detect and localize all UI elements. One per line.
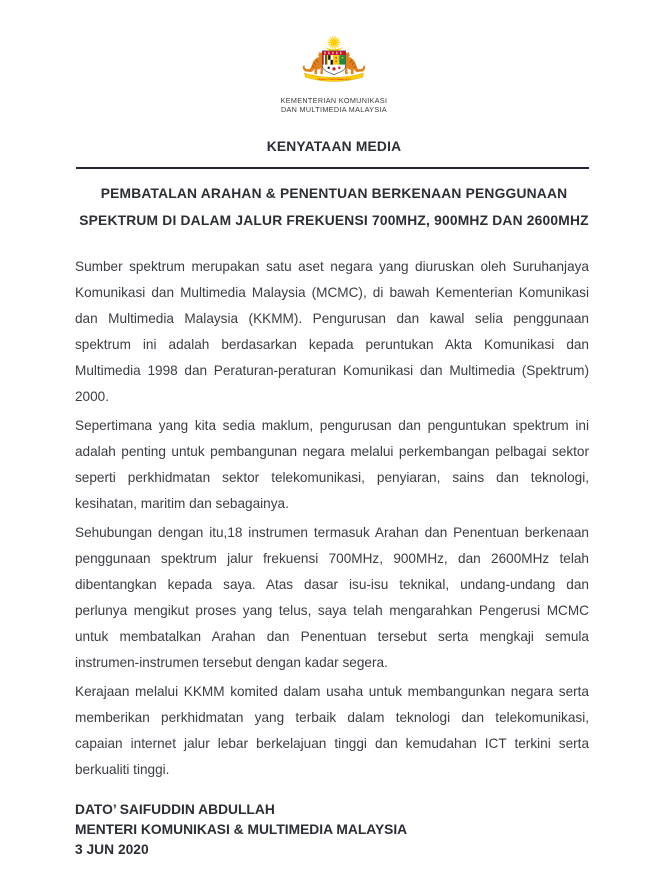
text-line: spektrum ini adalah berdasarkan kepada peruntukan Akta Komunikasi dan	[75, 337, 589, 352]
text-line: Kerajaan melalui KKMM komited dalam usaha untuk membangunkan negara serta	[75, 684, 589, 699]
ministry-name-line1: KEMENTERIAN KOMUNIKASI	[280, 96, 388, 105]
ministry-logo-block	[0, 36, 668, 115]
text-line: untuk membatalkan Arahan dan Penentuan tersebut serta mengkaji semula	[75, 629, 589, 644]
text-line: instrumen-instrumen tersebut dengan kadar segera.	[75, 655, 388, 670]
motto-text: BERSEKUTU BERTAMBAH MUTU	[317, 79, 351, 82]
text-line: seperti perkhidmatan sektor telekomunikasi, penyiaran, sains dan teknologi,	[75, 470, 589, 485]
document-title-line1: PEMBATALAN ARAHAN & PENENTUAN BERKENAAN PENGGUNAAN	[100, 186, 568, 201]
tiger-supporter-right	[345, 52, 365, 74]
text-line: kesihatan, maritim dan sebagainya.	[75, 496, 289, 511]
text-line: Komunikasi dan Multimedia Malaysia (MCMC), di bawah Kementerian Komunikasi	[75, 285, 589, 300]
document-type-label: KENYATAAN MEDIA	[266, 139, 402, 154]
paragraph	[75, 679, 589, 783]
text-line: Sepertimana yang kita sedia maklum, pengurusan dan penguntukan spektrum ini	[75, 418, 589, 433]
paragraph	[75, 520, 589, 676]
signatory-name: DATO’ SAIFUDDIN ABDULLAH	[75, 802, 275, 817]
horizontal-divider	[76, 167, 589, 169]
signature-date: 3 JUN 2020	[75, 842, 149, 857]
text-line: perlunya mengikut proses yang telus, saya telah mengarahkan Pengerusi MCMC	[75, 603, 589, 618]
document-title-line2: SPEKTRUM DI DALAM JALUR FREKUENSI 700MHZ, 900MHZ DAN 2600MHZ	[79, 213, 589, 228]
text-line: capaian internet jalur lebar berkelajuan tinggi dan kemudahan ICT terkini serta	[75, 736, 589, 751]
text-line: memberikan perkhidmatan yang terbaik dalam teknologi dan telekomunikasi,	[75, 710, 589, 725]
text-line: Sumber spektrum merupakan satu aset negara yang diuruskan oleh Suruhanjaya	[75, 259, 589, 274]
text-line: Multimedia 1998 dan Peraturan-peraturan Komunikasi dan Multimedia (Spektrum)	[75, 363, 589, 378]
text-line: dan Multimedia Malaysia (KKMM). Pengurusan dan kawal selia penggunaan	[75, 311, 589, 326]
tiger-supporter-left	[303, 52, 323, 74]
star-center	[331, 40, 336, 45]
text-line: adalah penting untuk pembangunan negara melalui perkembangan pelbagai sektor	[75, 444, 589, 459]
malaysia-coat-of-arms-icon	[297, 36, 371, 89]
text-line: berkualiti tinggi.	[75, 762, 170, 777]
ministry-name-line2: DAN MULTIMEDIA MALAYSIA	[280, 104, 388, 114]
signature-block	[75, 800, 589, 860]
paragraph	[75, 254, 589, 410]
body-text	[75, 254, 589, 786]
paragraph	[75, 413, 589, 517]
shield	[322, 51, 345, 75]
document-title	[74, 180, 594, 234]
text-line: 2000.	[75, 389, 110, 404]
text-line: Sehubungan dengan itu,18 instrumen termasuk Arahan dan Penentuan berkenaan	[75, 525, 589, 540]
ministry-name	[0, 97, 668, 115]
text-line: penggunaan spektrum jalur frekuensi 700MHz, 900MHz, dan 2600MHz telah	[75, 551, 589, 566]
text-line: dibentangkan kepada saya. Atas dasar isu-isu teknikal, undang-undang dan	[75, 577, 589, 592]
signatory-title: MENTERI KOMUNIKASI & MULTIMEDIA MALAYSIA	[75, 822, 408, 837]
